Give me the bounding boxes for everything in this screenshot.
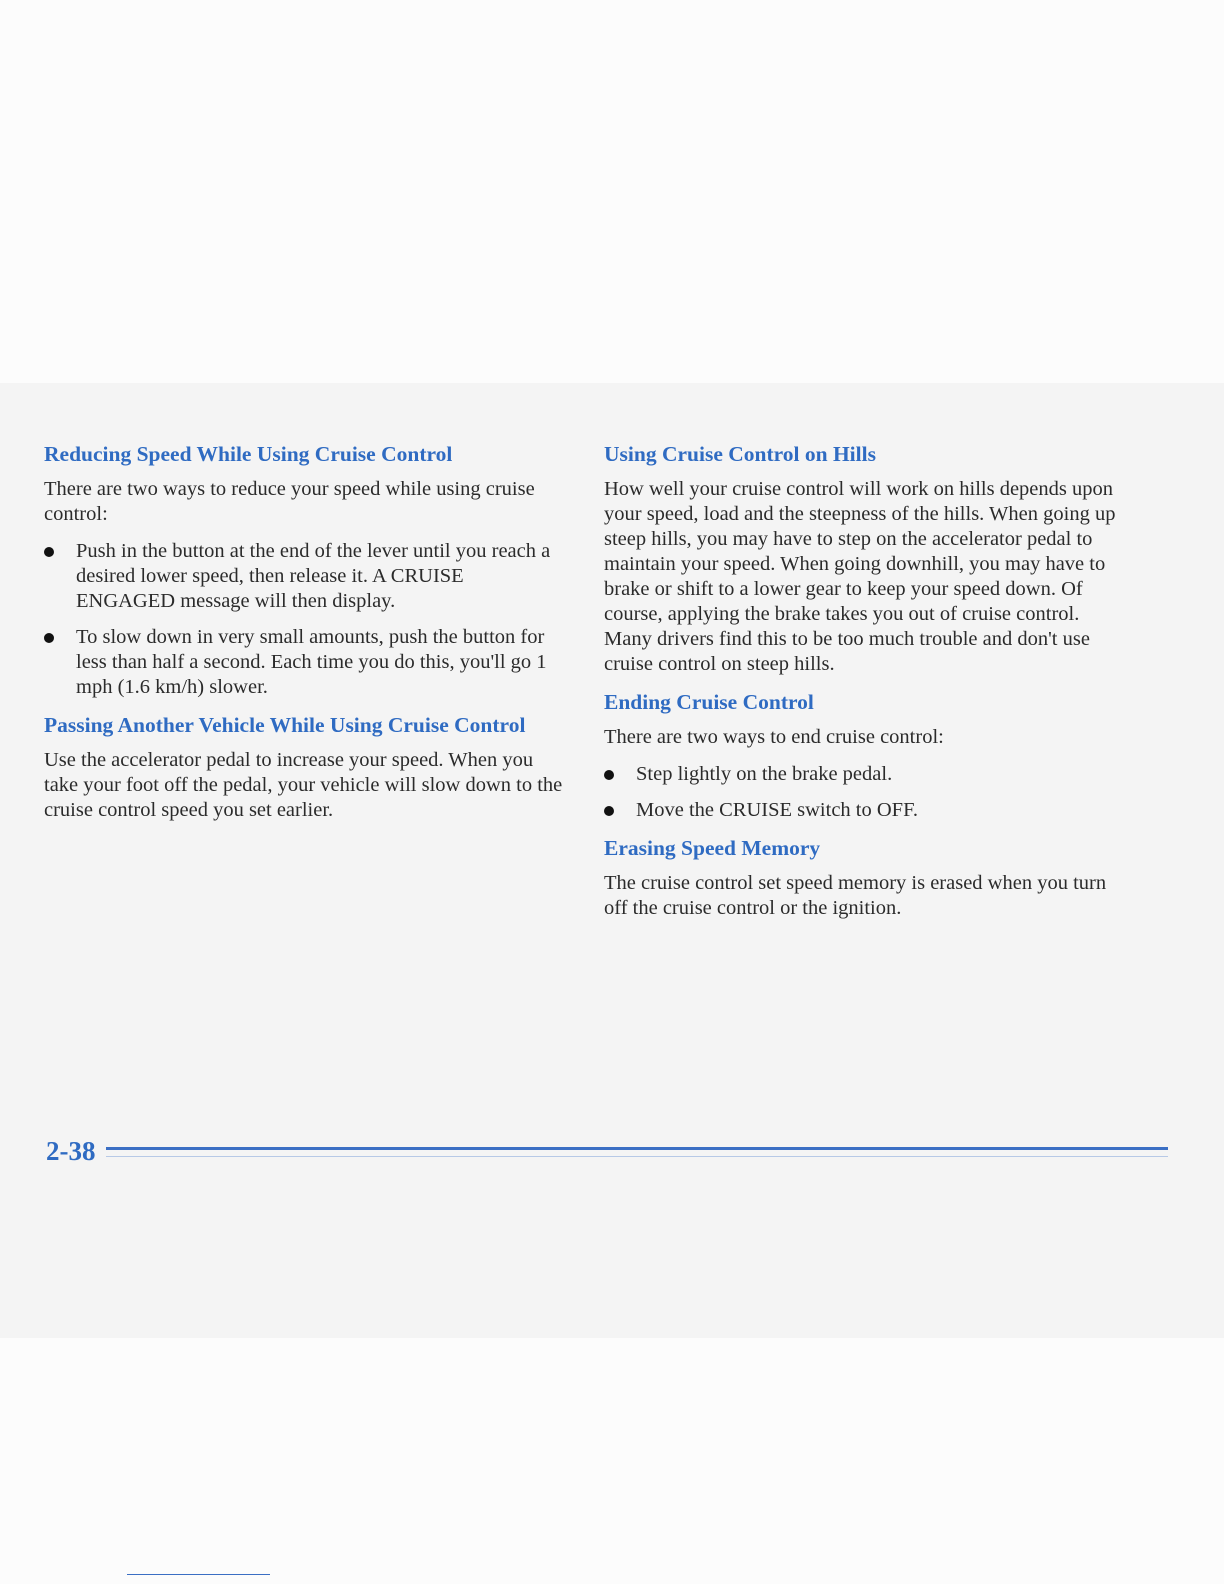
bottom-edge-rule bbox=[127, 1574, 270, 1575]
bullet-list-reducing-speed bbox=[44, 539, 564, 700]
page-footer bbox=[46, 1135, 1126, 1175]
page-number: 2-38 bbox=[46, 1136, 96, 1166]
bullet-icon bbox=[604, 770, 614, 780]
bullet-icon bbox=[44, 547, 54, 557]
footer-rule-thin bbox=[106, 1156, 1168, 1157]
heading-ending-cruise: Ending Cruise Control bbox=[604, 690, 814, 714]
paragraph-cruise-on-hills: How well your cruise control will work on hills depends upon your speed, load and the steepness of the hills. When going up steep hills, you may have to step on the accelerator pedal to maintain your speed. When going downhill, you may have to brake or shift to a lower gear to keep your speed down. Of course, applying the brake takes you out of cruise control. Many drivers find this to be too much trouble and don't use cruise control on steep hills. bbox=[604, 478, 1116, 675]
bullet-text: Push in the button at the end of the lever until you reach a desired lower speed, then release it. A CRUISE ENGAGED message will then display. bbox=[76, 540, 551, 612]
paragraph-passing-vehicle: Use the accelerator pedal to increase your speed. When you take your foot off the pedal, your vehicle will slow down to the cruise control speed you set earlier. bbox=[44, 749, 563, 821]
list-item bbox=[604, 762, 1124, 787]
list-item bbox=[44, 539, 564, 614]
paragraph-erasing-memory: The cruise control set speed memory is erased when you turn off the cruise control or the ignition. bbox=[604, 872, 1107, 919]
bullet-text: To slow down in very small amounts, push the button for less than half a second. Each time you do this, you'll go 1 mph (1.6 km/h) slower. bbox=[76, 626, 547, 698]
left-column bbox=[44, 441, 564, 835]
heading-passing-vehicle: Passing Another Vehicle While Using Cruise Control bbox=[44, 713, 526, 737]
bullet-text: Move the CRUISE switch to OFF. bbox=[636, 799, 918, 821]
bullet-text: Step lightly on the brake pedal. bbox=[636, 763, 893, 785]
list-item bbox=[604, 798, 1124, 823]
heading-erasing-memory: Erasing Speed Memory bbox=[604, 836, 821, 860]
right-column bbox=[604, 441, 1124, 933]
paragraph-reducing-speed-intro: There are two ways to reduce your speed while using cruise control: bbox=[44, 478, 535, 525]
bullet-icon bbox=[604, 806, 614, 816]
paragraph-ending-cruise-intro: There are two ways to end cruise control: bbox=[604, 726, 944, 748]
heading-cruise-on-hills: Using Cruise Control on Hills bbox=[604, 442, 876, 466]
bullet-icon bbox=[44, 633, 54, 643]
list-item bbox=[44, 625, 564, 700]
footer-rule bbox=[106, 1147, 1168, 1150]
heading-reducing-speed: Reducing Speed While Using Cruise Control bbox=[44, 442, 453, 466]
bullet-list-ending-cruise bbox=[604, 762, 1124, 823]
